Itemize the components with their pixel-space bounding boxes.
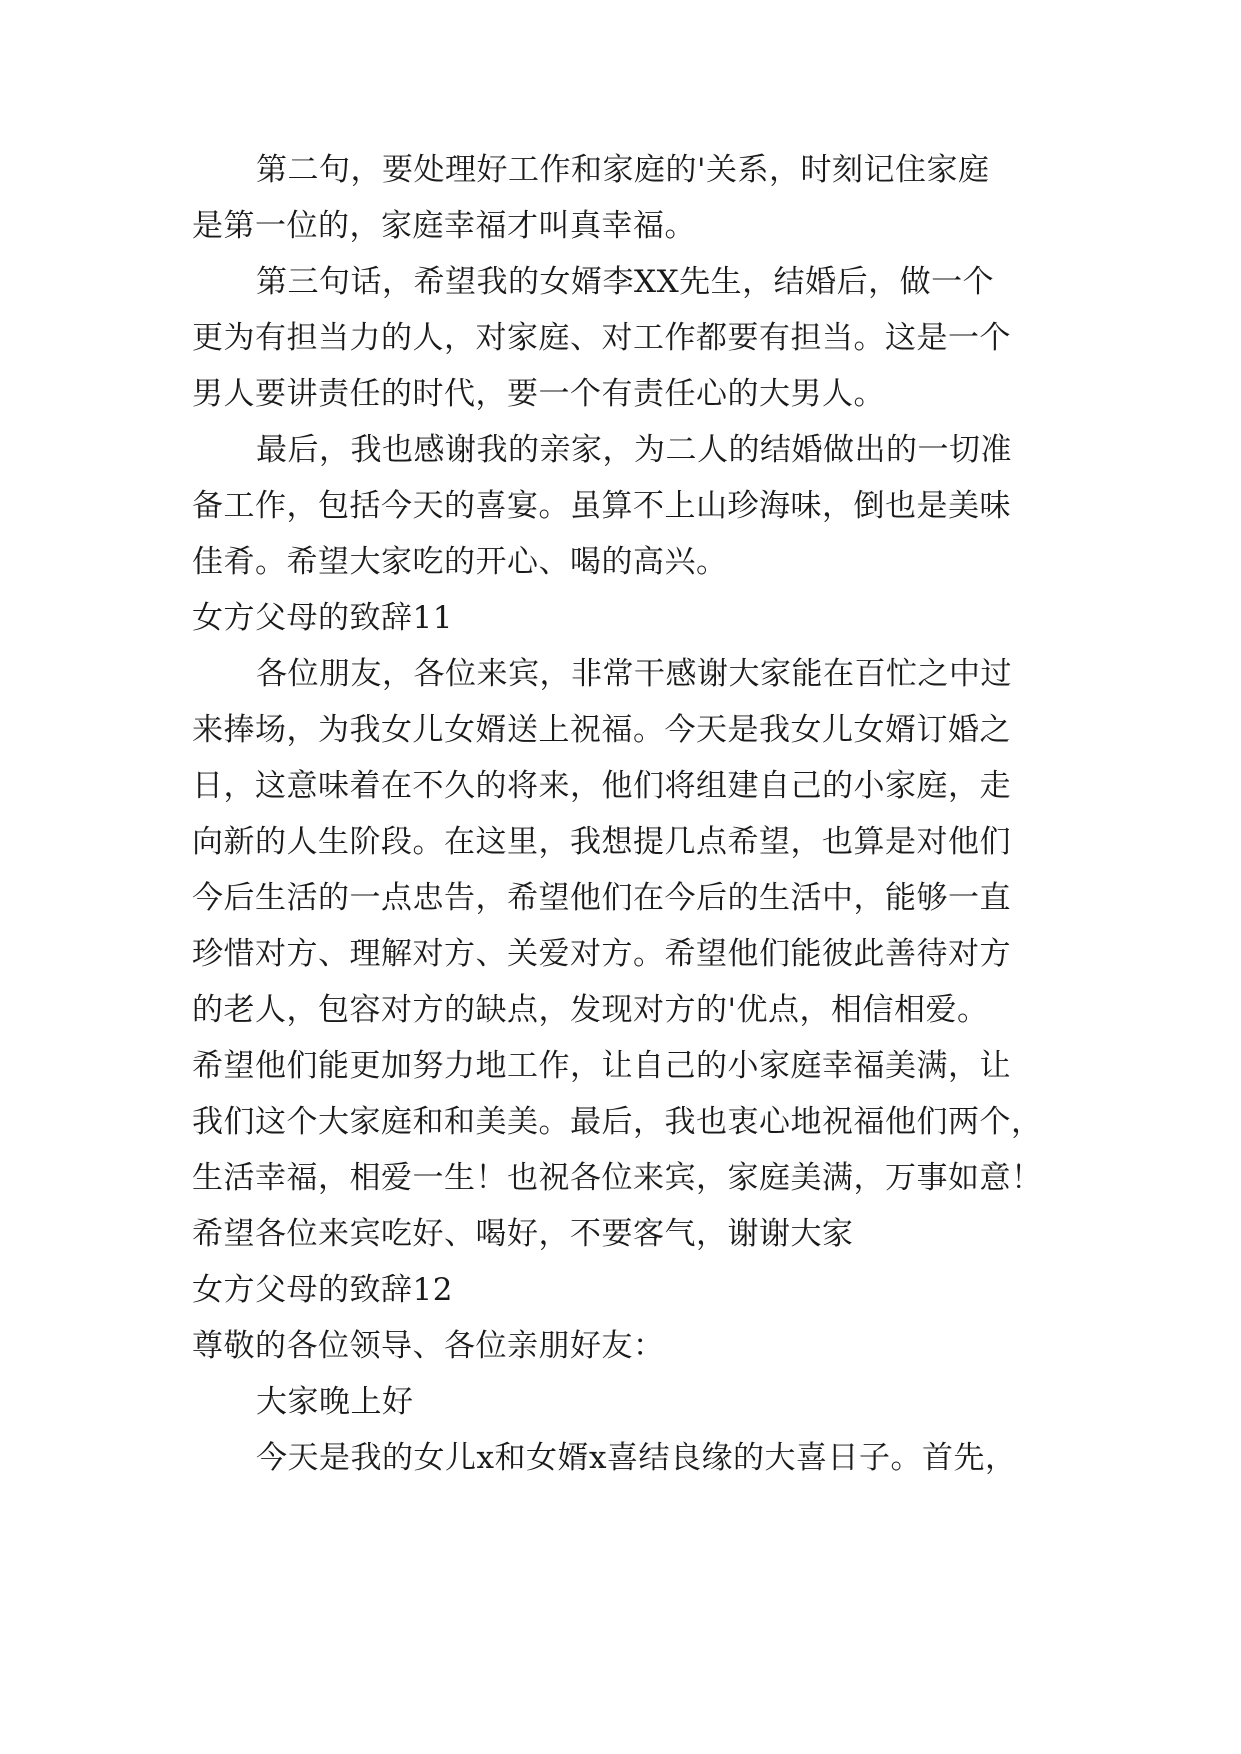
- text-line: 今后生活的一点忠告，希望他们在今后的生活中，能够一直: [192, 880, 1011, 916]
- text-line: 日，这意味着在不久的将来，他们将组建自己的小家庭，走: [192, 768, 1011, 804]
- text-line: 佳肴。希望大家吃的开心、喝的高兴。: [192, 544, 728, 580]
- text-line: 最后，我也感谢我的亲家，为二人的结婚做出的一切准: [256, 432, 1012, 468]
- text-line: 各位朋友，各位来宾，非常干感谢大家能在百忙之中过: [256, 656, 1012, 692]
- salutation: 尊敬的各位领导、各位亲朋好友：: [192, 1328, 665, 1364]
- greeting: 大家晚上好: [256, 1384, 414, 1420]
- text-line: 希望各位来宾吃好、喝好，不要客气，谢谢大家: [192, 1216, 854, 1252]
- text-line: 向新的人生阶段。在这里，我想提几点希望，也算是对他们: [192, 824, 1011, 860]
- text-line: 是第一位的，家庭幸福才叫真幸福。: [192, 208, 696, 244]
- text-line: 来捧场，为我女儿女婿送上祝福。今天是我女儿女婿订婚之: [192, 712, 1011, 748]
- text-line: 我们这个大家庭和和美美。最后，我也衷心地祝福他们两个，: [192, 1104, 1043, 1140]
- text-line: 第三句话，希望我的女婿李XX先生，结婚后，做一个: [256, 264, 995, 300]
- section-heading: 女方父母的致辞11: [192, 600, 453, 636]
- text-line: 今天是我的女儿x和女婿x喜结良缘的大喜日子。首先，: [256, 1440, 1017, 1476]
- text-line: 的老人，包容对方的缺点，发现对方的'优点，相信相爱。: [192, 992, 989, 1028]
- text-line: 珍惜对方、理解对方、关爱对方。希望他们能彼此善待对方: [192, 936, 1011, 972]
- section-heading: 女方父母的致辞12: [192, 1272, 453, 1308]
- text-line: 更为有担当力的人，对家庭、对工作都要有担当。这是一个: [192, 320, 1011, 356]
- text-line: 备工作，包括今天的喜宴。虽算不上山珍海味，倒也是美味: [192, 488, 1011, 524]
- text-line: 男人要讲责任的时代，要一个有责任心的大男人。: [192, 376, 885, 412]
- text-line: 第二句，要处理好工作和家庭的'关系，时刻记住家庭: [256, 152, 990, 188]
- text-line: 希望他们能更加努力地工作，让自己的小家庭幸福美满，让: [192, 1048, 1011, 1084]
- text-line: 生活幸福，相爱一生！也祝各位来宾，家庭美满，万事如意！: [192, 1160, 1043, 1196]
